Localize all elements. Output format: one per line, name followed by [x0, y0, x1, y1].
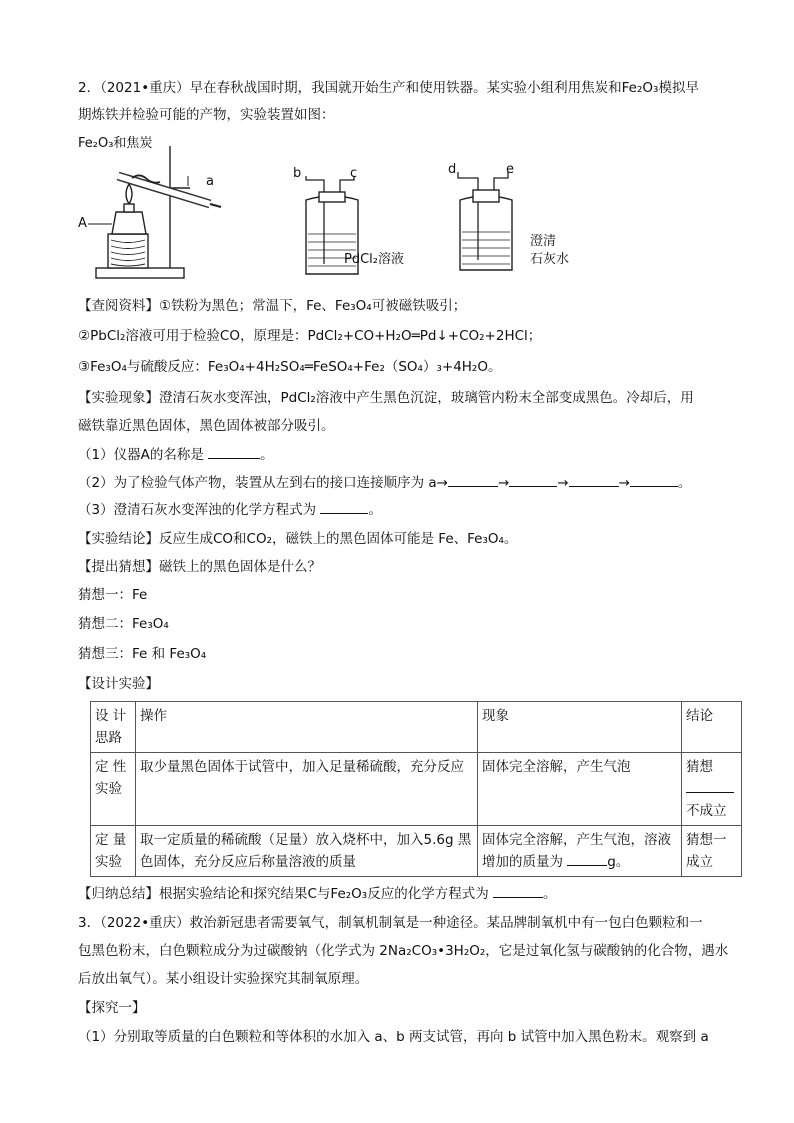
- label-A: A: [78, 216, 87, 231]
- design-table: [90, 701, 742, 877]
- label-a: a: [206, 174, 214, 189]
- label-e: e: [506, 162, 514, 177]
- answer-blank-2b[interactable]: [509, 474, 557, 487]
- header-conclusion: 结论: [682, 702, 742, 753]
- label-c: c: [350, 166, 358, 181]
- stand-base: [96, 268, 184, 278]
- arrow-2: →: [557, 475, 569, 491]
- q3-line1: 3．（2022•重庆）救治新冠患者需要氧气，制氧机制氧是一种途径。某品牌制氧机中有一包白色颗粒和一: [78, 915, 703, 931]
- header-phenomenon: 现象: [478, 702, 682, 753]
- row2-idea: 定 量实验: [91, 826, 136, 877]
- question-3-end: 。: [368, 502, 382, 518]
- answer-blank-2a[interactable]: [448, 474, 498, 487]
- q2-intro-line2: 期炼铁并检验可能的产物，实验装置如图：: [78, 107, 335, 123]
- row1-operation: 取少量黑色固体于试管中，加入足量稀硫酸，充分反应: [136, 753, 478, 826]
- question-2-end: 。: [677, 475, 692, 491]
- answer-blank-hypothesis[interactable]: [686, 780, 734, 793]
- question-1: [78, 446, 274, 464]
- row2-phenomenon: [478, 826, 682, 877]
- row1-conclusion-b: 不成立: [686, 803, 727, 819]
- arrow-1: →: [497, 475, 510, 491]
- arrow-3: →: [618, 475, 630, 491]
- header-idea: 设 计思路: [91, 702, 136, 753]
- info-line1: 【查阅资料】①铁粉为黑色；常温下，Fe、Fe₃O₄可被磁铁吸引；: [78, 298, 467, 314]
- phenomena-line1: 【实验现象】澄清石灰水变浑浊，PdCl₂溶液中产生黑色沉淀，玻璃管内粉末全部变成黑色。冷却后，用: [78, 390, 694, 406]
- answer-blank-summary[interactable]: [493, 885, 543, 898]
- hypothesis-2: 猜想二：Fe₃O₄: [78, 616, 169, 632]
- hypothesis-title: 【提出猜想】磁铁上的黑色固体是什么？: [78, 559, 321, 575]
- answer-blank-1[interactable]: [208, 446, 260, 459]
- label-limewater-2: 石灰水: [530, 252, 570, 267]
- row1-phenomenon: 固体完全溶解，产生气泡: [478, 753, 682, 826]
- summary-text: 【归纳总结】根据实验结论和探究结果C与Fe₂O₃反应的化学方程式为: [78, 886, 489, 902]
- row2-phenomenon-b: g。: [607, 854, 630, 870]
- phenomena-line2: 磁铁靠近黑色固体，黑色固体被部分吸引。: [78, 418, 335, 434]
- row1-conclusion: [682, 753, 742, 826]
- question-3: [78, 501, 382, 519]
- question-2-text: （2）为了检验气体产物，装置从左到右的接口连接顺序为 a→: [78, 475, 448, 491]
- question-3-text: （3）澄清石灰水变浑浊的化学方程式为: [78, 502, 317, 518]
- apparatus-drawing: [78, 136, 598, 286]
- q2-intro-line1: 2．（2021•重庆）早在春秋战国时期，我国就开始生产和使用铁器。某实验小组利用焦炭和Fe₂O₃模拟早: [78, 80, 699, 96]
- answer-blank-3[interactable]: [320, 501, 368, 514]
- row2-conclusion: 猜想一成立: [682, 826, 742, 877]
- question-2: [78, 474, 691, 492]
- row2-operation: 取一定质量的稀硫酸（足量）放入烧杯中，加入5.6g 黑色固体，充分反应后称量溶液的质量: [136, 826, 478, 877]
- info-line2: ②PbCl₂溶液可用于检验CO，原理是：PdCl₂+CO+H₂O═Pd↓+CO₂+2HCl；: [78, 328, 542, 344]
- hypothesis-1: 猜想一：Fe: [78, 587, 148, 603]
- answer-blank-2c[interactable]: [569, 474, 619, 487]
- table-row: [91, 753, 742, 826]
- row2-phenomenon-a: 固体完全溶解，产生气泡，溶液增加的质量为: [482, 832, 671, 870]
- question-1-end: 。: [260, 447, 274, 463]
- header-operation: 操作: [136, 702, 478, 753]
- label-reactants: Fe₂O₃和焦炭: [78, 136, 153, 151]
- info-line3: ③Fe₃O₄与硫酸反应：Fe₃O₄+4H₂SO₄═FeSO₄+Fe₂（SO₄）₃+4H₂O。: [78, 359, 502, 375]
- label-b: b: [293, 166, 302, 181]
- design-title: 【设计实验】: [78, 676, 159, 692]
- row1-conclusion-a: 猜想: [686, 759, 713, 775]
- summary: [78, 885, 557, 903]
- hypothesis-3: 猜想三：Fe 和 Fe₃O₄: [78, 646, 207, 662]
- q3-explore-title: 【探究一】: [78, 1000, 146, 1016]
- answer-blank-2d[interactable]: [630, 474, 678, 487]
- label-pdcl2-solution: PdCl₂溶液: [344, 252, 404, 267]
- row1-idea: 定 性实验: [91, 753, 136, 826]
- q3-line2: 包黑色粉末，白色颗粒成分为过碳酸钠（化学式为 2Na₂CO₃•3H₂O₂，它是过氧化氢与碳酸钠的化合物，遇水: [78, 943, 729, 959]
- label-d: d: [448, 162, 457, 177]
- experiment-conclusion: 【实验结论】反应生成CO和CO₂，磁铁上的黑色固体可能是 Fe、Fe₃O₄。: [78, 531, 518, 547]
- label-limewater-1: 澄清: [530, 234, 557, 249]
- apparatus-figure: [78, 136, 598, 286]
- table-header-row: [91, 702, 742, 753]
- answer-blank-mass[interactable]: [567, 853, 607, 866]
- summary-end: 。: [543, 886, 557, 902]
- q3-line3: 后放出氧气）。某小组设计实验探究其制氧原理。: [78, 971, 369, 987]
- question-1-text: （1）仪器A的名称是: [78, 447, 204, 463]
- q3-part1: （1）分别取等质量的白色颗粒和等体积的水加入 a、b 两支试管，再向 b 试管中加入黑色粉末。观察到 a: [78, 1029, 709, 1045]
- table-row: [91, 826, 742, 877]
